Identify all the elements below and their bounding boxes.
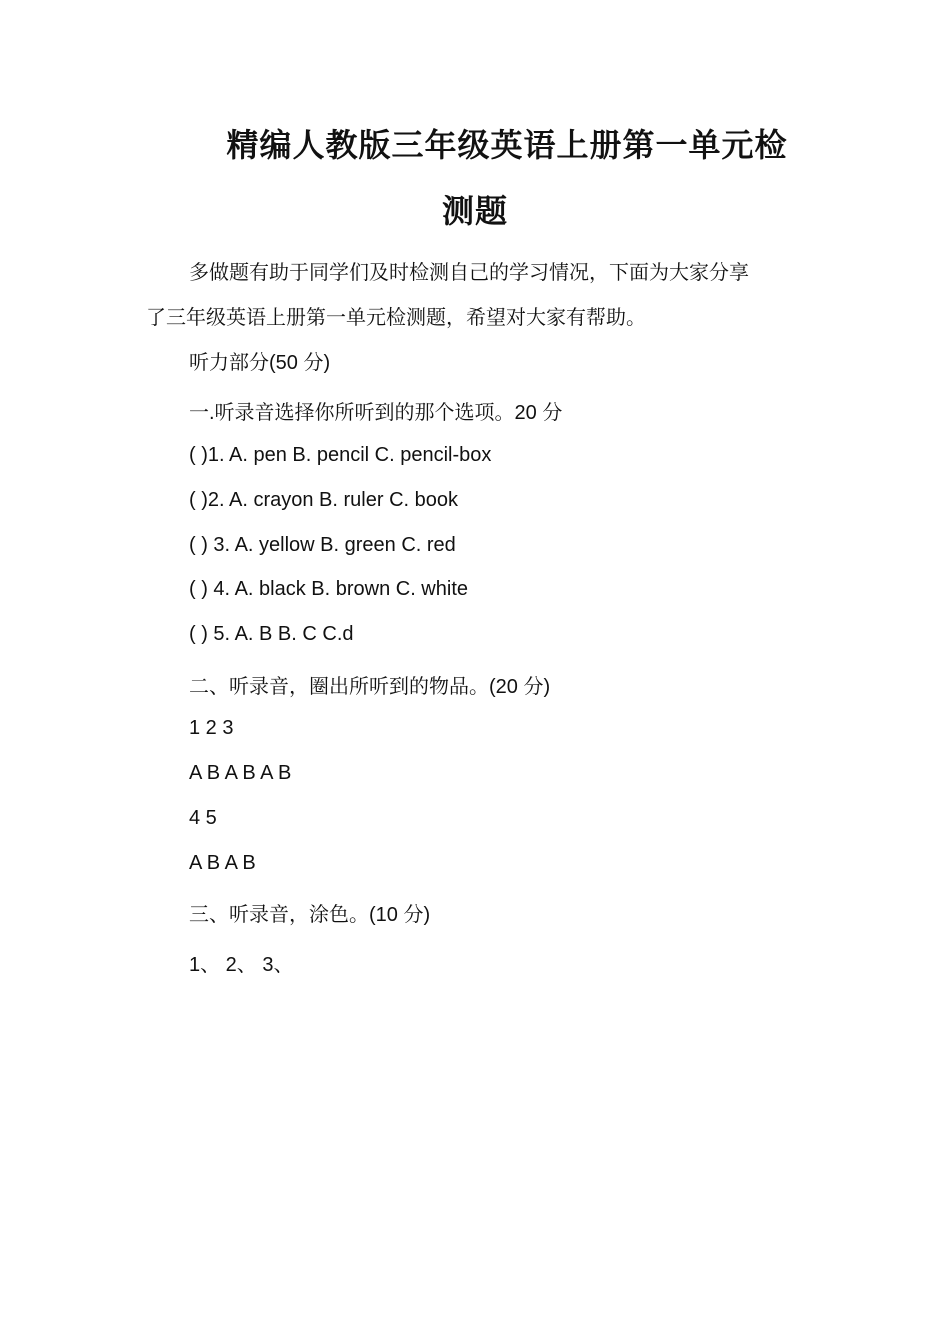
- intro-paragraph-line1: 多做题有助于同学们及时检测自己的学习情况，下面为大家分享: [189, 262, 749, 284]
- question-2: ( )2. A. crayon B. ruler C. book: [189, 489, 458, 511]
- intro-paragraph-line2: 了三年级英语上册第一单元检测题，希望对大家有帮助。: [146, 307, 646, 329]
- document-title-line2: 测题: [441, 192, 508, 230]
- section2-header: 二、听录音，圈出所听到的物品。(20 分): [189, 676, 551, 698]
- question-3: ( ) 3. A. yellow B. green C. red: [189, 534, 456, 556]
- document-title-line1: 精编人教版三年级英语上册第一单元检: [226, 126, 788, 164]
- listening-section-header: 听力部分(50 分): [189, 352, 331, 374]
- section3-items: 1、 2、 3、: [189, 954, 294, 976]
- section2-options-row1: A B A B A B: [189, 762, 292, 784]
- section2-numbers-row1: 1 2 3: [189, 717, 234, 739]
- section2-options-row2: A B A B: [189, 852, 256, 874]
- section2-numbers-row2: 4 5: [189, 807, 217, 829]
- section3-header: 三、听录音，涂色。(10 分): [189, 904, 431, 926]
- question-4: ( ) 4. A. black B. brown C. white: [189, 578, 468, 600]
- question-5: ( ) 5. A. B B. C C.d: [189, 623, 354, 645]
- question-1: ( )1. A. pen B. pencil C. pencil-box: [189, 444, 492, 466]
- section1-header: 一.听录音选择你所听到的那个选项。20 分: [189, 402, 563, 424]
